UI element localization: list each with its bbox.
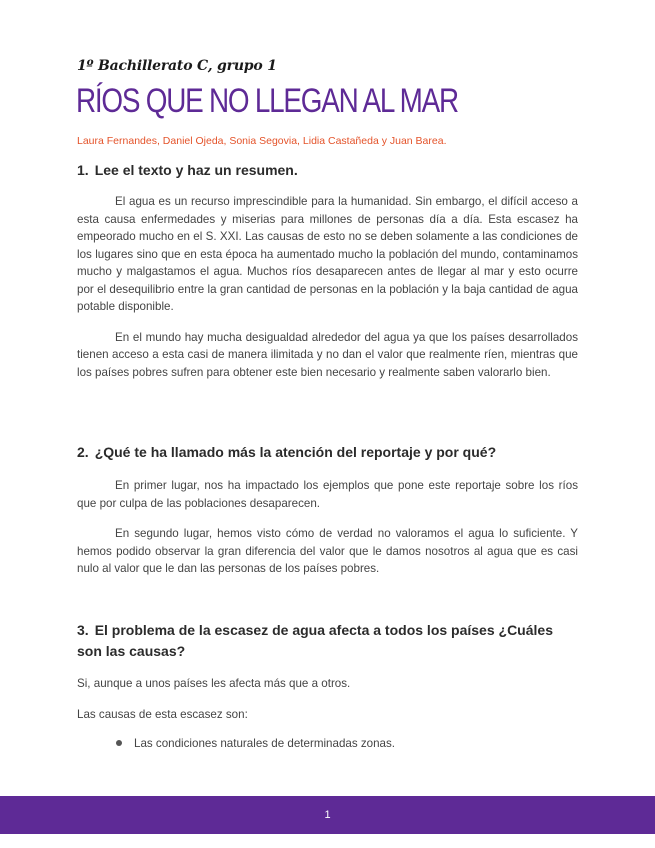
course-subtitle: 1º Bachillerato C, grupo 1 (77, 58, 277, 74)
section-2-heading (77, 442, 578, 463)
section-3-number: 3. (77, 622, 89, 638)
section-3-heading (77, 620, 578, 662)
section-3-title: El problema de la escasez de agua afecta a todos los países ¿Cuáles son las causas? (77, 622, 553, 659)
bullet-text: Las condiciones naturales de determinadas zonas. (134, 737, 396, 750)
section-1-body (77, 193, 578, 381)
section-3-paragraph-1: Si, aunque a unos países les afecta más que a otros. (77, 677, 351, 690)
section-2-title: ¿Qué te ha llamado más la atención del reportaje y por qué? (94, 444, 497, 460)
section-1-number: 1. (77, 162, 89, 178)
page-number: 1 (324, 809, 331, 821)
section-1-paragraph-2: En el mundo hay mucha desigualdad alrededor del agua ya que los países desarrollados tienen acceso a esta casi de manera ilimitada y no dan el valor que realmente ríen, mientras que los países pobres sufren para obtener este bien necesario y realmente saben valorarlo bien. (77, 330, 578, 379)
section-1-paragraph-1: El agua es un recurso imprescindible para la humanidad. Sin embargo, el difícil acceso a esta causa enfermedades y miserias para millones de personas día a día. Esta escasez ha empeorado mucho en el S. XXI. Las causas de esto no se deben solamente a las condiciones de los lugares sino que en esta época ha aumentado mucho la población del mundo, contaminamos mucho y malgastamos el agua. Muchos ríos desaparecen antes de llegar al mar y esto ocurre por el desequilibrio entre la gran cantidad de personas en la población y la baja cantidad de agua potable disponible. (77, 195, 578, 313)
section-2-body (77, 477, 578, 578)
section-2-paragraph-2: En segundo lugar, hemos visto cómo de verdad no valoramos el agua lo suficiente. Y hemos podido observar la gran diferencia del valor que le damos nosotros al agua que es casi nulo al valor que le dan las personas de los países pobres. (77, 527, 578, 575)
section-3-body (77, 675, 578, 723)
bullet-icon (116, 740, 122, 746)
document-title: RÍOS QUE NO LLEGAN AL MAR (76, 82, 458, 120)
authors-line: Laura Fernandes, Daniel Ojeda, Sonia Segovia, Lidia Castañeda y Juan Barea. (77, 135, 447, 147)
section-1-heading (77, 160, 578, 181)
section-1-title: Lee el texto y haz un resumen. (94, 162, 298, 178)
section-2-number: 2. (77, 444, 89, 460)
page-footer-bar (0, 796, 655, 834)
bullet-list-item (116, 737, 395, 750)
section-3-paragraph-2: Las causas de esta escasez son: (77, 707, 248, 721)
section-2-paragraph-1: En primer lugar, nos ha impactado los ejemplos que pone este reportaje sobre los ríos que por culpa de las poblaciones desaparecen. (77, 479, 578, 510)
